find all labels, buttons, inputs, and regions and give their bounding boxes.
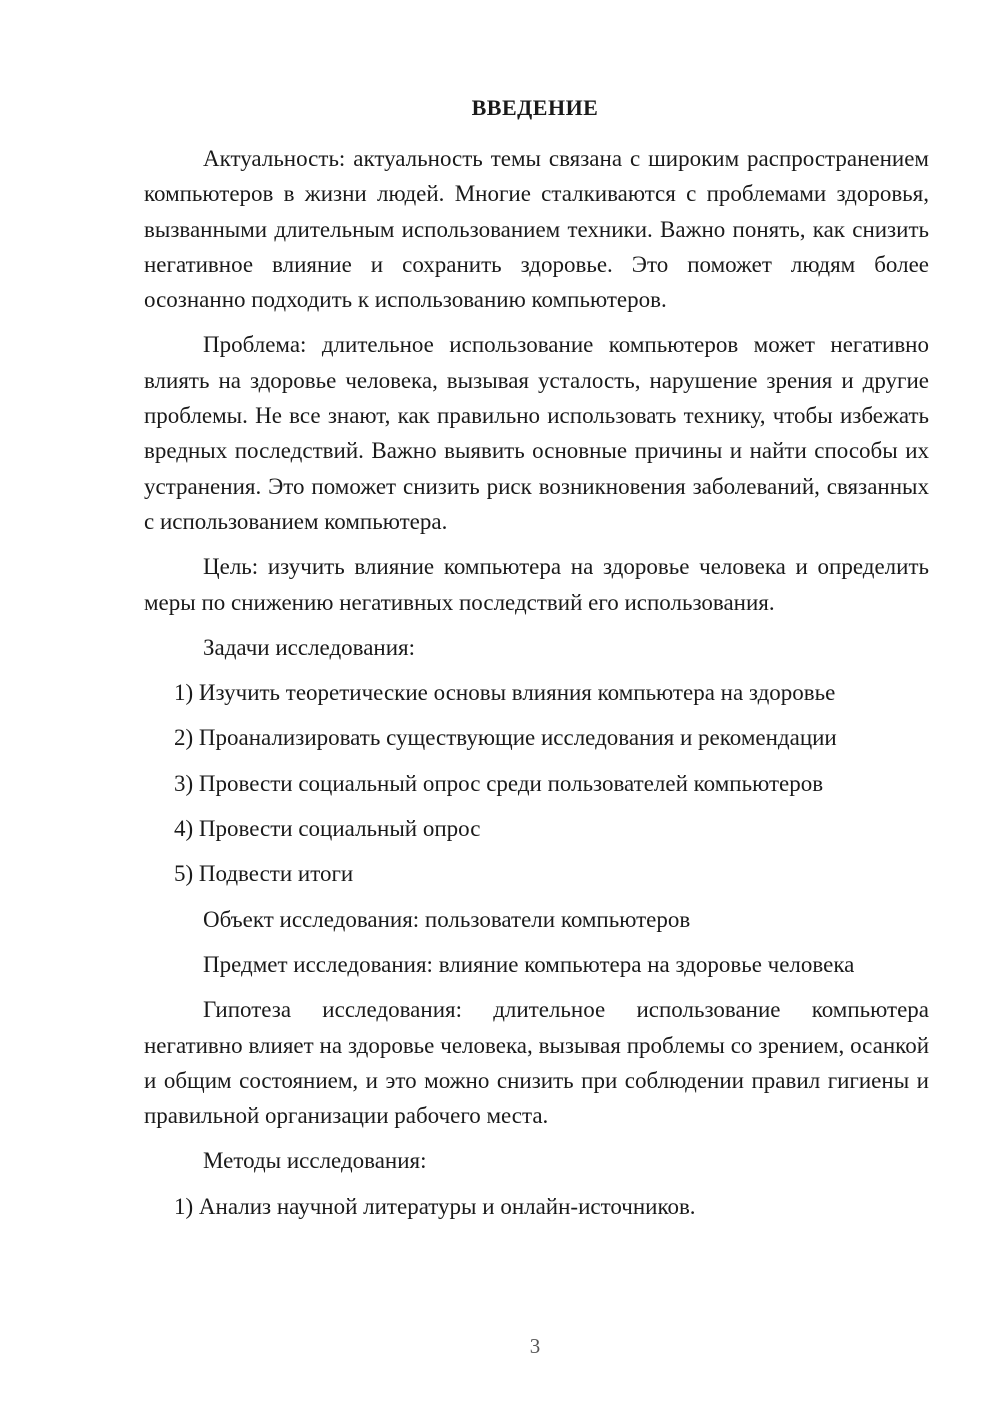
section-title: ВВЕДЕНИЕ (471, 95, 599, 120)
task-item-2: 2) Проанализировать существующие исследования и рекомендации (174, 725, 837, 751)
methods-heading: Методы исследования: (203, 1148, 427, 1174)
task-item-1: 1) Изучить теоретические основы влияния компьютера на здоровье (174, 680, 836, 706)
task-item-4: 4) Провести социальный опрос (174, 816, 481, 842)
object-line: Объект исследования: пользователи компьютеров (203, 906, 691, 932)
task-item-5: 5) Подвести итоги (174, 861, 354, 887)
task-item-3: 3) Провести социальный опрос среди пользователей компьютеров (174, 770, 824, 796)
document-body (144, 141, 929, 1234)
subject-line: Предмет исследования: влияние компьютера на здоровье человека (203, 951, 855, 977)
problem-paragraph: Проблема: длительное использование компьютеров может негативно влиять на здоровье человека, вызывая усталость, нарушение зрения и другие проблемы. Не все знают, как правильно использовать технику, чтобы избежать вредных последствий. Важно выявить основные причины и найти способы их устранения. Это поможет снизить риск возникновения заболеваний, связанных с использованием компьютера. (144, 332, 929, 534)
relevance-paragraph: Актуальность: актуальность темы связана с широким распространением компьютеров в жизни людей. Многие сталкиваются с проблемами здоровья, вызванными длительным использованием техники. Важно понять, как снизить негативное влияние и сохранить здоровье. Это поможет людям более осознанно подходить к использованию компьютеров. (144, 146, 929, 313)
method-item-1: 1) Анализ научной литературы и онлайн-источников. (174, 1193, 696, 1219)
hypothesis-paragraph: Гипотеза исследования: длительное использование компьютера негативно влияет на здоровье человека, вызывая проблемы со зрением, осанкой и общим состоянием, и это можно снизить при соблюдении правил гигиены и правильной организации рабочего места. (144, 997, 929, 1129)
page-number: 3 (529, 1334, 541, 1358)
tasks-heading: Задачи исследования: (203, 634, 416, 660)
goal-paragraph: Цель: изучить влияние компьютера на здоровье человека и определить меры по снижению негативных последствий его использования. (144, 554, 929, 615)
